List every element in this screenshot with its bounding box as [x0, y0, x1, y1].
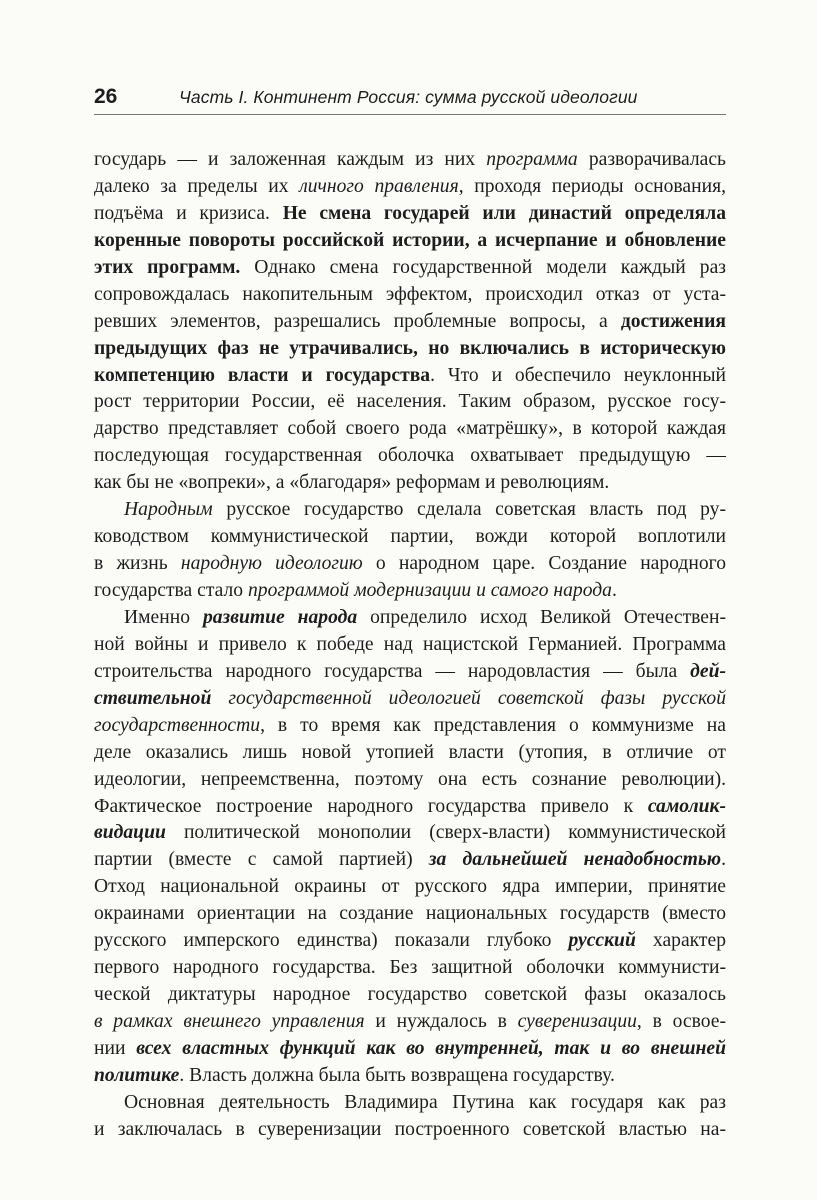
text-line: ководством коммунистической партии, вожди которой воплотили	[94, 526, 726, 548]
running-title: Часть I. Континент Россия: сумма русской идеологии	[179, 87, 638, 107]
text-line: дарство представляет собой своего рода «матрёшку», в которой каждая	[94, 418, 726, 440]
text-line: ной войны и привело к победе над нацистской Германией. Программа	[94, 633, 726, 655]
text-line: государственности, в то время как представления о коммунизме на	[94, 714, 726, 736]
text-line: деле оказались лишь новой утопией власти (утопия, в отличие от	[94, 741, 726, 763]
text-line: ревших элементов, разрешались проблемные вопросы, а достижения	[94, 310, 726, 332]
text-line: ческой диктатуры народное государство советской фазы оказалось	[94, 984, 726, 1006]
text-line: предыдущих фаз не утрачивались, но включались в историческую	[94, 337, 726, 359]
text-line: подъёма и кризиса. Не смена государей или династий определяла	[94, 202, 727, 224]
text-line: в рамках внешнего управления и нуждалось в суверенизации, в освое-	[94, 1011, 726, 1032]
page-header	[94, 84, 726, 115]
text-line: видации политической монополии (сверх-власти) коммунистической	[94, 822, 726, 844]
text-line: государь — и заложенная каждым из них программа разворачивалась	[94, 149, 726, 170]
paragraph-start: Народным русское государство сделала советская власть под ру-	[124, 499, 726, 521]
text-line: окраинами ориентации на создание национальных государств (вместо	[94, 903, 726, 925]
paragraph-start: Именно развитие народа определило исход Великой Отечествен-	[124, 606, 726, 628]
text-line: строительства народного государства — народовластия — была дей-	[94, 660, 726, 682]
text-line: далеко за пределы их личного правления, проходя периоды основания,	[94, 175, 727, 197]
text-line: идеологии, непреемственна, поэтому она есть сознание революции).	[94, 768, 726, 790]
text-line: сопровождалась накопительным эффектом, происходил отказ от уста-	[94, 283, 726, 305]
text-line: русского имперского единства) показали глубоко русский характер	[94, 930, 726, 952]
text-line: последующая государственная оболочка охватывает предыдущую —	[94, 445, 726, 467]
text-line: коренные повороты российской истории, а исчерпание и обновление	[94, 229, 726, 251]
text-line: государства стало программой модернизации и самого народа.	[94, 580, 617, 601]
text-line: нии всех властных функций как во внутренней, так и во внешней	[94, 1037, 727, 1059]
text-line: как бы не «вопреки», а «благодаря» реформам и революциям.	[94, 472, 610, 494]
text-line: ствительной государственной идеологией советской фазы русской	[94, 687, 726, 709]
text-line: компетенцию власти и государства. Что и обеспечило неуклонный	[94, 364, 726, 386]
page-number: 26	[94, 85, 118, 108]
text-line: рост территории России, её населения. Таким образом, русское госу-	[94, 391, 726, 413]
paragraph-start: Основная деятельность Владимира Путина как государя как раз	[124, 1091, 726, 1113]
text-line: первого народного государства. Без защитной оболочки коммунисти-	[94, 957, 726, 979]
text-line: партии (вместе с самой партией) за дальнейшей ненадобностью.	[94, 849, 726, 871]
body-text	[94, 147, 726, 1144]
text-line: и заключалась в суверенизации построенного советской властью на-	[94, 1118, 726, 1140]
text-line: политике. Власть должна была быть возвращена государству.	[94, 1064, 615, 1086]
text-line: Фактическое построение народного государства привело к самолик-	[94, 795, 726, 817]
text-line: этих программ. Однако смена государственной модели каждый раз	[94, 256, 726, 278]
text-line: Отход национальной окраины от русского ядра империи, принятие	[94, 876, 726, 898]
text-line: в жизнь народную идеологию о народном царе. Создание народного	[94, 553, 726, 575]
